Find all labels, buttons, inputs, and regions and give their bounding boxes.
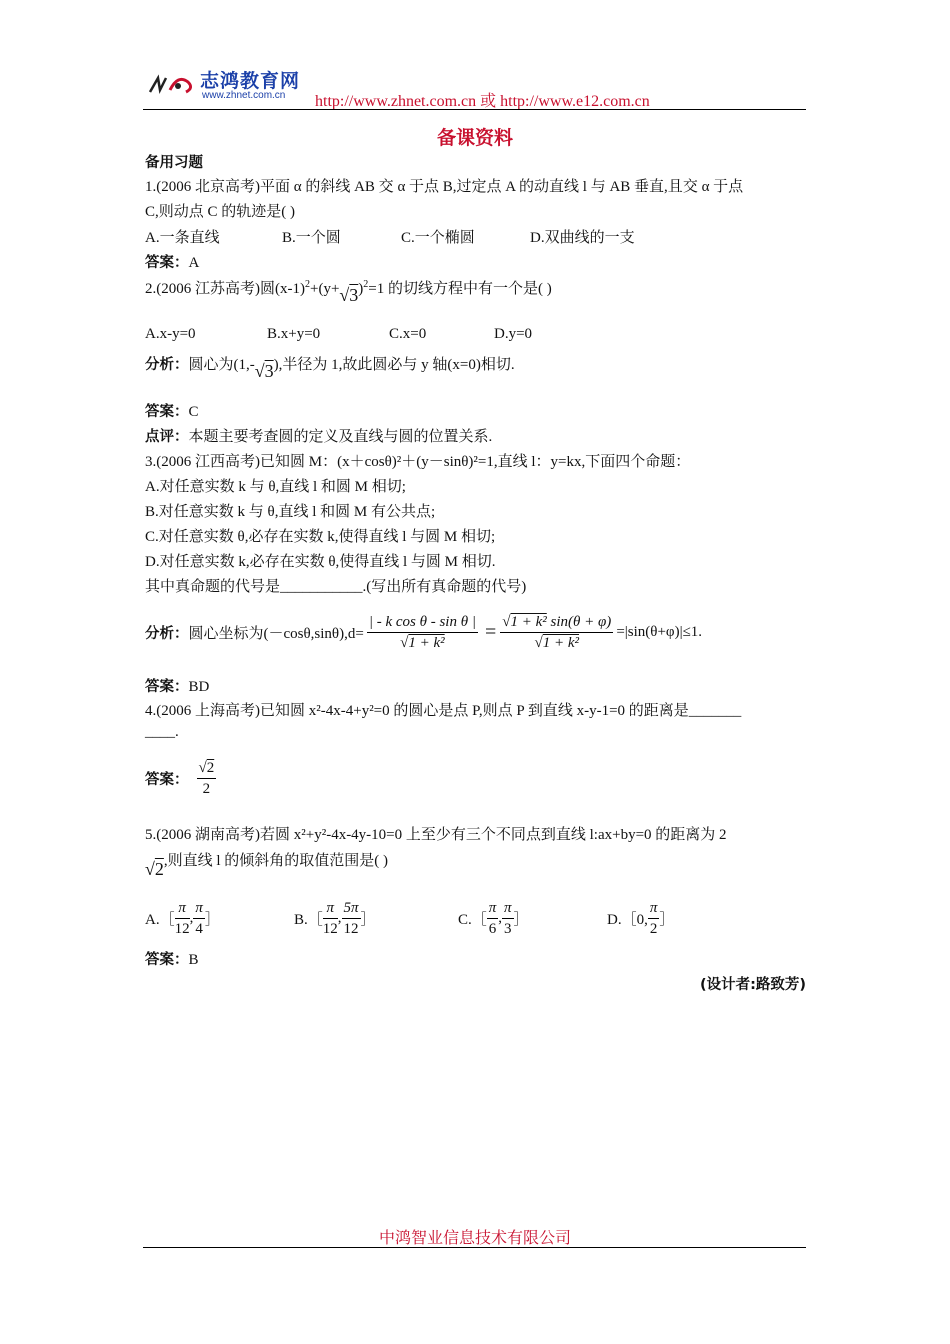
root-sign: √3 [339, 285, 359, 305]
header-links[interactable]: http://www.zhnet.com.cn 或 http://www.e12.com.cn [315, 93, 650, 110]
superscript: 2 [304, 279, 310, 290]
radicand: 1 + k² [408, 634, 445, 651]
q1-option-d: D.双曲线的一支 [530, 230, 635, 246]
fraction [367, 612, 478, 653]
q3-option-b: B.对任意实数 k 与 θ,直线 l 和圆 M 有公共点; [145, 504, 436, 520]
q2-stem-part: 2.(2006 江苏高考)圆(x-1) [145, 281, 305, 297]
analysis-label: 分析： [145, 625, 189, 642]
option-label: D.［0, [607, 912, 648, 928]
bracket: ］ [204, 912, 220, 928]
fraction [648, 898, 660, 939]
comma: , [337, 910, 342, 926]
root-sign: √3 [254, 361, 274, 381]
analysis-text: 圆心坐标为(－cosθ,sinθ),d= [188, 625, 364, 642]
q2-stem-part: +(y+ [309, 281, 340, 297]
denominator: 12 [174, 921, 190, 937]
q3-analysis [145, 604, 702, 660]
analysis-text: =|sin(θ+φ)|≤1. [616, 623, 703, 640]
q4-stem: 4.(2006 上海高考)已知圆 x²-4x-4+y²=0 的圆心是点 P,则点 P 到直线 x-y-1=0 的距离是_______ [145, 703, 742, 719]
footer-company: 中鸿智业信息技术有限公司 [378, 1230, 571, 1247]
q2-option-c: C.x=0 [389, 326, 427, 342]
answer-label: 答案： [145, 952, 189, 968]
q3-option-a: A.对任意实数 k 与 θ,直线 l 和圆 M 相切; [145, 479, 406, 495]
fraction [500, 612, 613, 653]
fraction [342, 898, 361, 939]
q3-option-c: C.对任意实数 θ,必存在实数 k,使得直线 l 与圆 M 相切; [145, 529, 496, 545]
numerator: √1 + k² sin(θ + φ) [500, 612, 613, 633]
fraction [487, 898, 499, 939]
numerator: π [175, 898, 190, 919]
q5-option-b [294, 898, 376, 939]
q2-option-a: A.x-y=0 [145, 326, 196, 342]
q4-stem-cont: ____. [145, 724, 179, 740]
numerator: π [193, 898, 205, 919]
numerator: π [487, 898, 499, 919]
footer-rule [143, 1247, 806, 1248]
denominator: 2 [202, 781, 211, 797]
denominator: 12 [343, 921, 359, 937]
root-sign: √2 [145, 859, 164, 879]
fraction [502, 898, 514, 939]
option-label: C.［ [458, 912, 487, 928]
equals-sign: = [484, 620, 497, 643]
q3-prompt: 其中真命题的代号是___________.(写出所有真命题的代号) [145, 579, 527, 595]
q2-answer [145, 400, 199, 421]
radicand: 3 [349, 285, 359, 305]
q3-option-d: D.对任意实数 k,必存在实数 θ,使得直线 l 与圆 M 相切. [145, 554, 496, 570]
analysis-text: ),半径为 1,故此圆必与 y 轴(x=0)相切. [273, 357, 515, 373]
radicand: 2 [206, 760, 215, 776]
q2-option-d: D.y=0 [494, 326, 533, 342]
q1-option-a: A.一条直线 [145, 230, 220, 246]
analysis-text: 圆心为(1,- [188, 357, 255, 373]
denominator: √1 + k² [534, 634, 580, 651]
answer-value: BD [188, 679, 210, 695]
comment-text: 本题主要考查圆的定义及直线与圆的位置关系. [188, 429, 493, 445]
answer-label: 答案： [145, 404, 189, 420]
option-label: A.［ [145, 912, 175, 928]
radicand: 1 + k² [542, 634, 580, 651]
answer-value: B [188, 952, 199, 968]
radicand: 1 + k² [510, 613, 547, 630]
denominator: √1 + k² [400, 634, 445, 651]
q4-answer [145, 758, 216, 799]
q2-stem [145, 277, 552, 305]
designer-credit: (设计者:路致芳) [699, 977, 806, 993]
q1-option-c: C.一个椭圆 [401, 230, 475, 246]
answer-value: C [188, 404, 199, 420]
comment-label: 点评： [145, 429, 189, 445]
radicand: 3 [264, 361, 274, 381]
q2-stem-part: ) [358, 281, 364, 297]
denominator: 4 [195, 921, 203, 937]
answer-value: A [188, 255, 200, 271]
q5-answer [145, 948, 199, 969]
q1-stem-line2: C,则动点 C 的轨迹是( ) [145, 204, 296, 220]
bracket: ］ [513, 912, 529, 928]
q5-stem-part: ,则直线 l 的倾斜角的取值范围是( ) [163, 853, 389, 869]
fraction [175, 898, 190, 939]
denominator: 3 [504, 921, 512, 937]
q3-stem: 3.(2006 江西高考)已知圆 M：(x＋cosθ)²＋(y－sinθ)²=1,直线 l：y=kx,下面四个命题： [145, 454, 691, 470]
radicand: 2 [154, 859, 164, 879]
bracket: ］ [659, 912, 675, 928]
q5-option-d [607, 898, 674, 939]
header-rule [143, 109, 806, 110]
logo-icon [148, 72, 198, 98]
q3-answer [145, 675, 209, 696]
q1-stem-line1: 1.(2006 北京高考)平面 α 的斜线 AB 交 α 于点 B,过定点 A 的动直线 l 与 AB 垂直,且交 α 于点 [145, 179, 744, 195]
q1-answer [145, 251, 199, 272]
q5-option-c [458, 898, 529, 939]
answer-label: 答案： [145, 772, 189, 788]
denominator: 6 [488, 921, 497, 937]
numerator: √2 [197, 758, 217, 779]
numerator: π [323, 898, 338, 919]
superscript: 2 [363, 279, 369, 290]
logo-url: www.zhnet.com.cn [202, 90, 286, 101]
denominator: 2 [649, 921, 658, 937]
analysis-label: 分析： [145, 357, 189, 373]
numerator: π [502, 898, 514, 919]
fraction [323, 898, 338, 939]
section-heading: 备用习题 [145, 155, 203, 171]
q5-stem: 5.(2006 湖南高考)若圆 x²+y²-4x-4y-10=0 上至少有三个不同点到直线 l:ax+by=0 的距离为 2 [145, 827, 727, 843]
comma: , [498, 910, 503, 926]
q2-stem-part: =1 的切线方程中有一个是( ) [368, 281, 552, 297]
q2-comment [145, 425, 492, 446]
numerator: | - k cos θ - sin θ | [367, 612, 478, 633]
logo-text: 志鸿教育网 [200, 70, 301, 92]
numerator: 5π [342, 898, 361, 919]
q1-option-b: B.一个圆 [282, 230, 341, 246]
fraction [193, 898, 205, 939]
option-label: B.［ [294, 912, 323, 928]
denominator: 12 [322, 921, 338, 937]
q5-stem-cont [145, 849, 389, 879]
page-title: 备课资料 [436, 127, 513, 149]
q5-option-a [145, 898, 220, 939]
q2-option-b: B.x+y=0 [267, 326, 321, 342]
answer-label: 答案： [145, 255, 189, 271]
comma: , [189, 910, 194, 926]
q2-analysis [145, 353, 515, 381]
numerator: π [648, 898, 660, 919]
numerator-rest: sin(θ + φ) [546, 613, 612, 630]
answer-label: 答案： [145, 679, 189, 695]
bracket: ］ [360, 912, 376, 928]
fraction [197, 758, 217, 799]
